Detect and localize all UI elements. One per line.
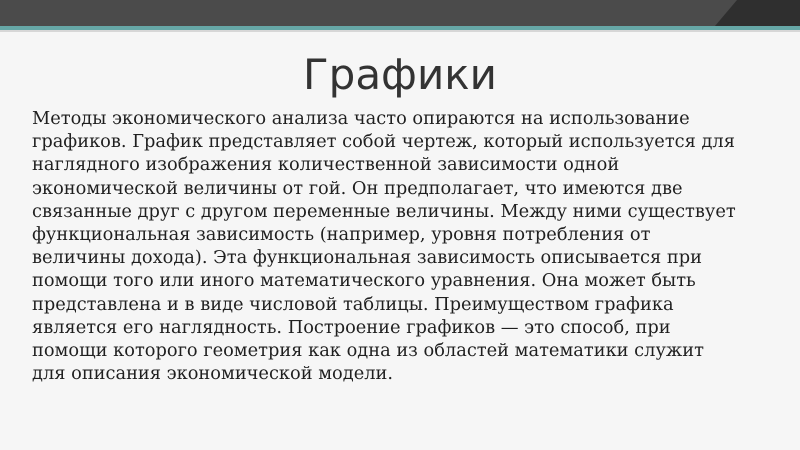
- body-line: экономической величины от гой. Он предполагает, что имеются две: [32, 177, 683, 199]
- body-line: представлена и в виде числовой таблицы. Преимуществом графика: [32, 293, 674, 315]
- slide-body-text: [32, 107, 800, 385]
- body-line: графиков. График представляет собой чертеж, который используется для: [32, 131, 735, 153]
- body-line: наглядного изображения количественной зависимости одной: [32, 154, 620, 176]
- body-line: величины дохода). Эта функциональная зависимость описывается при: [32, 247, 702, 269]
- body-line: для описания экономической модели.: [32, 363, 394, 385]
- body-line: помощи того или иного математического уравнения. Она может быть: [32, 270, 696, 292]
- slide-title: Графики: [303, 50, 497, 99]
- body-line: связанные друг с другом переменные величины. Между ними существует: [32, 200, 736, 222]
- divider: [0, 30, 800, 32]
- body-line: помощи которого геометрия как одна из областей математики служит: [32, 340, 704, 362]
- header-accent: [715, 0, 800, 26]
- body-line: Методы экономического анализа часто опираются на использование: [32, 108, 690, 129]
- body-line: функциональная зависимость (например, уровня потребления от: [32, 224, 651, 246]
- body-line: является его наглядность. Построение графиков — это способ, при: [32, 316, 671, 338]
- header-band: [0, 0, 800, 26]
